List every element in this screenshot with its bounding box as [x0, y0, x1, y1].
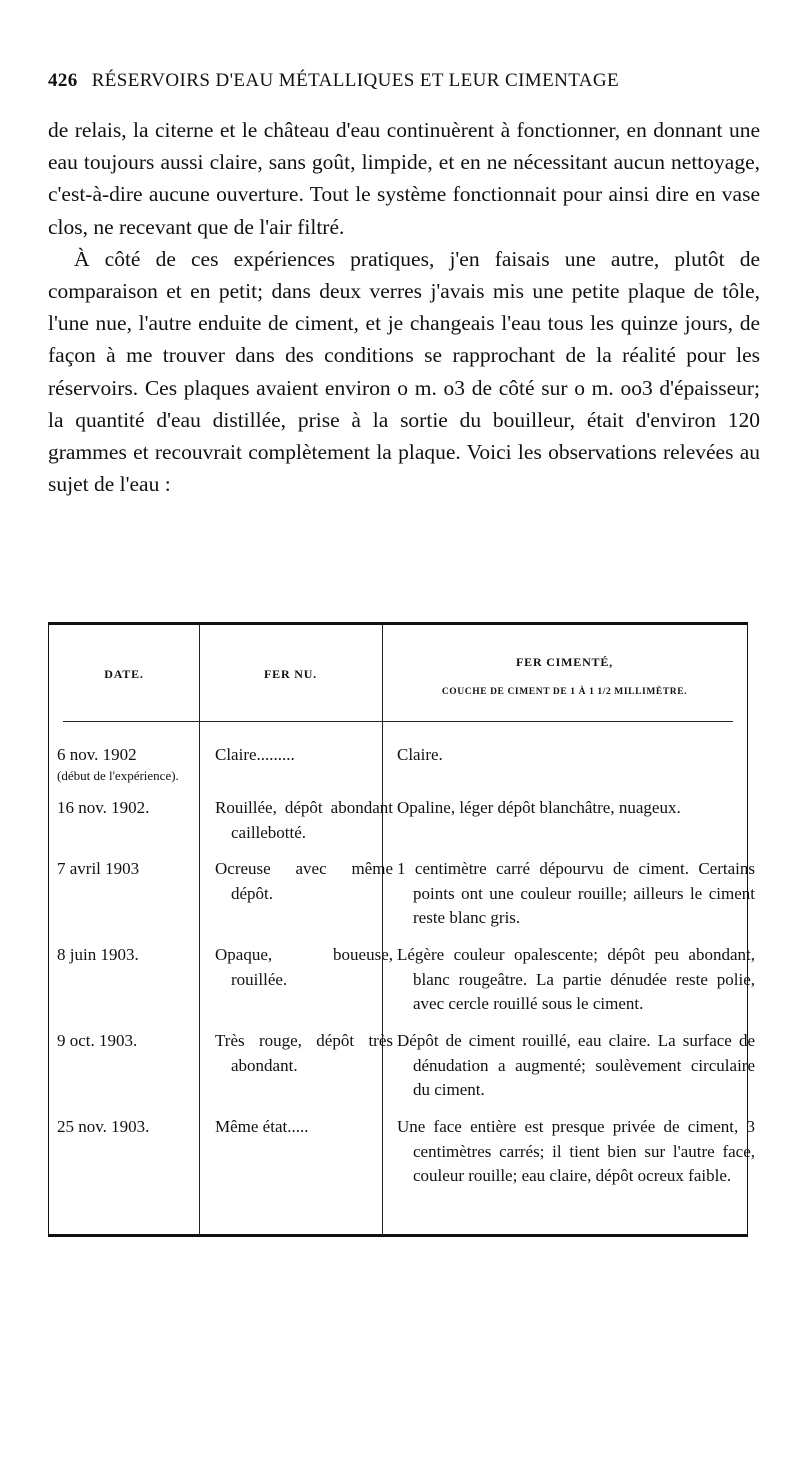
paragraph-1: de relais, la citerne et le château d'eau continuèrent à fonctionner, en donnant une eau toujours aussi claire, sans goût, limpide, et en ne nécessitant aucun nettoyage, c'est-à-dire aucune ouverture. Tout le système fonctionnait pour ainsi dire en vase clos, ne recevant que de l'air filtré. — [48, 118, 760, 239]
table-row-bare-iron: Même état..... — [215, 1117, 309, 1136]
table-row-bare-iron: Rouillée, dépôt abondant caillebotté. — [215, 798, 393, 842]
table-row-cemented-iron: Claire. — [397, 745, 443, 764]
table-row-cemented-iron: Légère couleur opalescente; dépôt peu abondant, blanc rougeâtre. La partie dénudée reste polie, avec cercle rouillé sous le ciment. — [397, 945, 755, 1013]
table-row-date: 16 nov. 1902. — [57, 798, 150, 817]
header-date: DATE. — [104, 667, 144, 681]
table-row-bare-iron: Ocreuse avec même dépôt. — [215, 859, 393, 903]
table-row-bare-iron: Très rouge, dépôt très abondant. — [215, 1031, 393, 1075]
paragraph-2: À côté de ces expériences pratiques, j'en faisais une autre, plutôt de comparaison et en petit; dans deux verres j'avais mis une petite plaque de tôle, l'une nue, l'autre enduite de ciment, et je changeais l'eau tous les quinze jours, de façon à me trouver dans des conditions se rapprochant de la réalité pour les réservoirs. Ces plaques avaient environ o m. o3 de côté sur o m. oo3 d'épaisseur; la quantité d'eau distillée, prise à la sortie du bouilleur, était d'environ 120 grammes et recouvrait complètement la plaque. Voici les observations relevées au sujet de l'eau : — [48, 246, 760, 497]
body-text — [48, 114, 760, 500]
header-cemented-iron: FER CIMENTÉ, — [516, 655, 613, 669]
header-rule — [63, 721, 733, 722]
table-row-bare-iron: Opaque, boueuse, rouillée. — [215, 945, 393, 989]
table-row-date: 25 nov. 1903. — [57, 1117, 150, 1136]
column-divider — [199, 625, 200, 1234]
table-row-date: 9 oct. 1903. — [57, 1031, 138, 1050]
header-bare-iron: FER NU. — [264, 667, 317, 681]
page-number: 426 — [48, 70, 78, 91]
date-note: (début de l'expérience). — [57, 767, 179, 783]
table-row-date — [57, 743, 195, 784]
date-value: 6 nov. 1902 — [57, 745, 137, 764]
table-row-bare-iron: Claire......... — [215, 745, 295, 764]
table-row-date: 8 juin 1903. — [57, 945, 139, 964]
table-row-cemented-iron: Opaline, léger dépôt blanchâtre, nuageux. — [397, 798, 681, 817]
table-row-date: 7 avril 1903 — [57, 859, 140, 878]
table-row-cemented-iron: Dépôt de ciment rouillé, eau claire. La surface de dénudation a augmenté; soulèvement circulaire du ciment. — [397, 1031, 755, 1099]
column-divider — [382, 625, 383, 1234]
header-cemented-iron-sub: COUCHE DE CIMENT DE 1 À 1 1/2 MILLIMÈTRE. — [441, 687, 688, 697]
table-row-cemented-iron: 1 centimètre carré dépourvu de ciment. Certains points ont une couleur rouille; ailleurs le ciment reste blanc gris. — [397, 859, 755, 927]
running-head — [48, 70, 760, 92]
table-row-cemented-iron: Une face entière est presque privée de ciment, 3 centimètres carrés; il tient bien sur l'autre face, couleur rouille; eau claire, dépôt ocreux faible. — [397, 1117, 755, 1185]
running-title: RÉSERVOIRS D'EAU MÉTALLIQUES ET LEUR CIMENTAGE — [91, 70, 619, 91]
observations-table — [48, 622, 755, 1237]
